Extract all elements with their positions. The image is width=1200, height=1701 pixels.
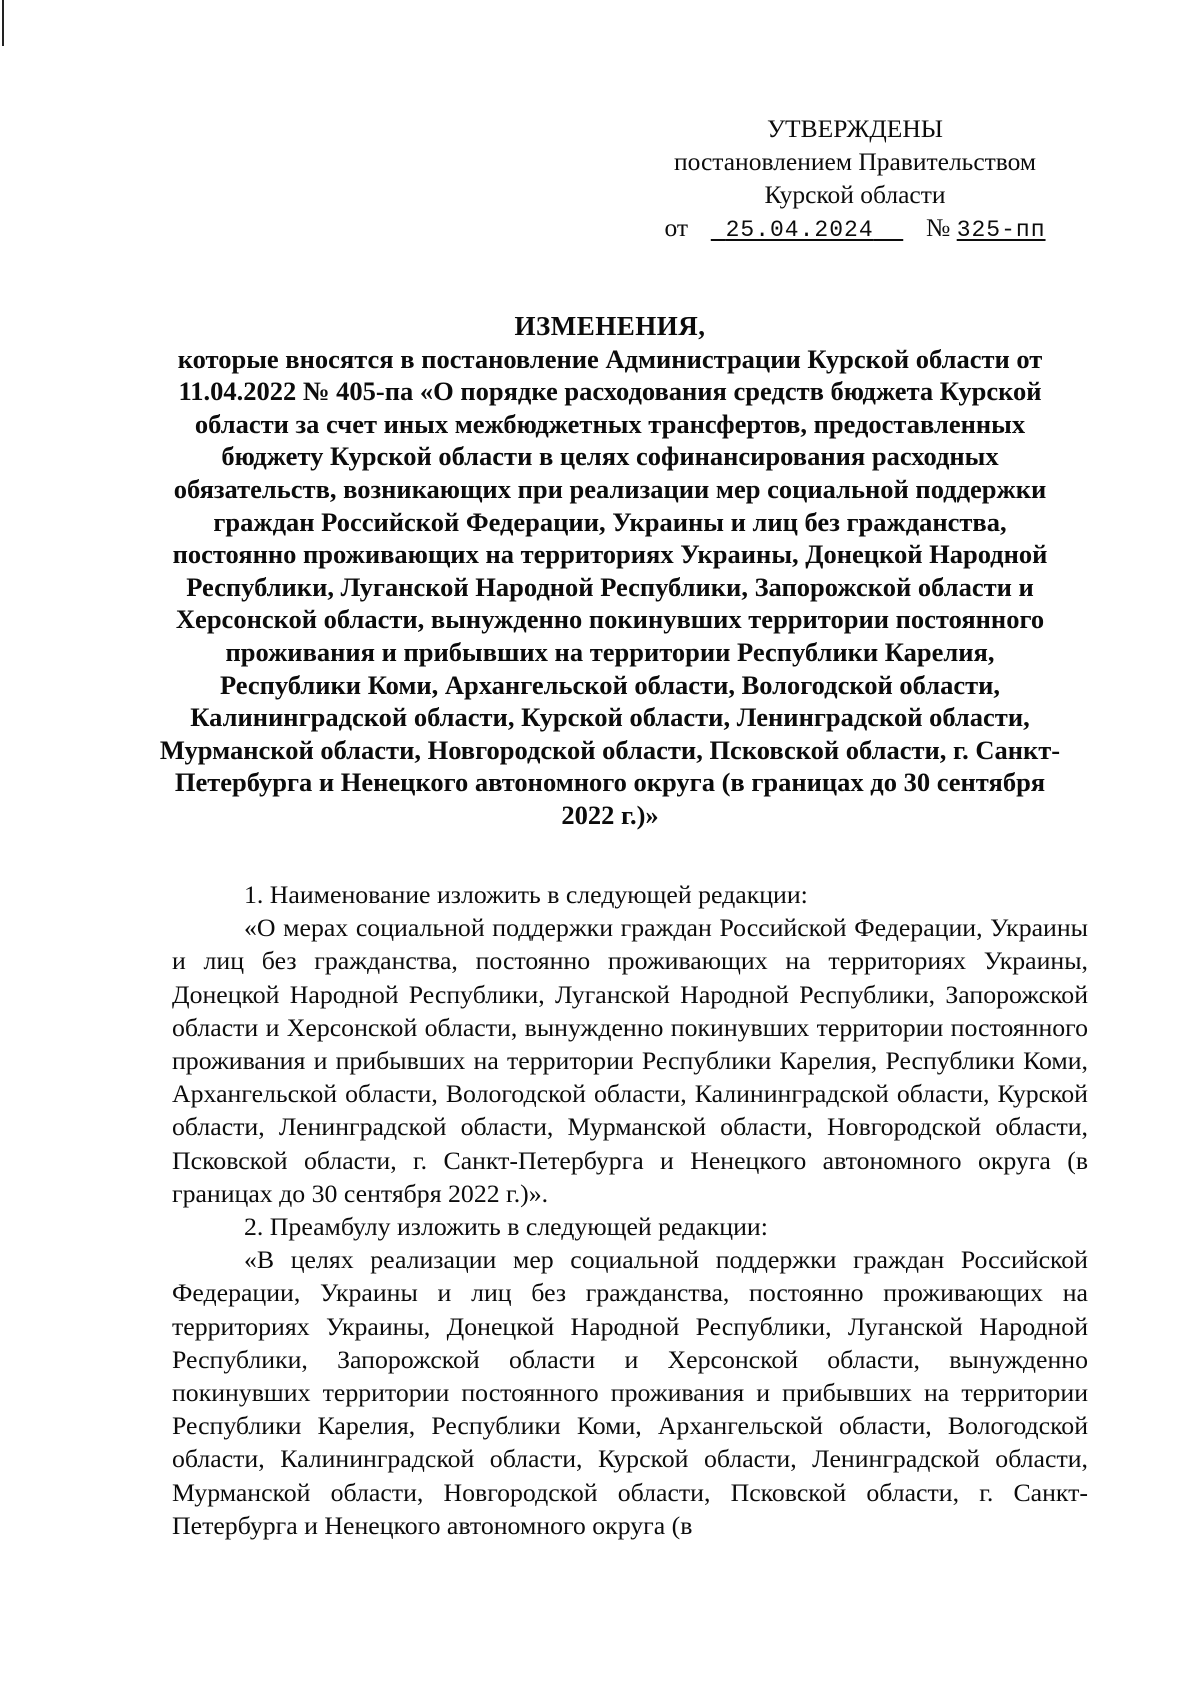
approval-line-1: постановлением Правительством bbox=[673, 147, 1037, 176]
approval-date: 25.04.2024 bbox=[725, 217, 874, 243]
approval-number: 325-пп bbox=[956, 217, 1046, 243]
heading-subtitle: которые вносятся в постановление Администрации Курской области от 11.04.2022 № 405-па «О порядке расходования средств бюджета Курской области за счет иных межбюджетных трансфертов, предоставленных бюджету Курской области в целях софинансирования расходных обязательств, возникающих при реализации мер социальной поддержки граждан Российской Федерации, Украины и лиц без гражданства, постоянно проживающих на территориях Украины, Донецкой Народной Республики, Луганской Народной Республики, Запорожской области и Херсонской области, вынужденно покинувших территории постоянного проживания и прибывших на территории Республики Карелия, Республики Коми, Архангельской области, Вологодской области, Калининградской области, Курской области, Ленинградской области, Мурманской области, Новгородской области, Псковской области, г. Санкт-Петербурга и Ненецкого автономного округа (в границах до 30 сентября 2022 г.)» bbox=[159, 343, 1061, 830]
approval-line-2: Курской области bbox=[764, 180, 946, 209]
item-1-text: «О мерах социальной поддержки граждан Российской Федерации, Украины и лиц без гражданства, постоянно проживающих на территориях Украины, Донецкой Народной Республики, Луганской Народной Республики, Запорожской области и Херсонской области, вынужденно покинувших территории постоянного проживания и прибывших на территории Республики Карелия, Республики Коми, Архангельской области, Вологодской области, Калининградской области, Курской области, Ленинградской области, Мурманской области, Новгородской области, Псковской области, г. Санкт-Петербурга и Ненецкого автономного округа (в границах до 30 сентября 2022 г.)». bbox=[172, 913, 1088, 1208]
item-1-heading: 1. Наименование изложить в следующей редакции: bbox=[244, 880, 808, 909]
date-prefix: от bbox=[664, 213, 689, 242]
scan-edge-mark bbox=[2, 0, 4, 46]
approval-date-line bbox=[640, 211, 1070, 247]
document-body bbox=[172, 878, 1088, 1542]
approval-title: УТВЕРЖДЕНЫ bbox=[767, 114, 943, 143]
number-prefix: № bbox=[925, 213, 951, 242]
document-heading bbox=[158, 310, 1062, 832]
item-2-heading: 2. Преамбулу изложить в следующей редакции: bbox=[244, 1212, 768, 1242]
item-2-text: «В целях реализации мер социальной поддержки граждан Российской Федерации, Украины и лиц без гражданства, постоянно проживающих на территориях Украины, Донецкой Народной Республики, Луганской Народной Республики, Запорожской области и Херсонской области, вынужденно покинувших территории постоянного проживания и прибывших на территории Республики Карелия, Республики Коми, Архангельской области, Вологодской области, Калининградской области, Курской области, Ленинградской области, Мурманской области, Новгородской области, Псковской области, г. Санкт-Петербурга и Ненецкого автономного округа (в bbox=[172, 1245, 1088, 1540]
approval-stamp bbox=[640, 112, 1070, 247]
heading-title: ИЗМЕНЕНИЯ, bbox=[514, 311, 706, 341]
